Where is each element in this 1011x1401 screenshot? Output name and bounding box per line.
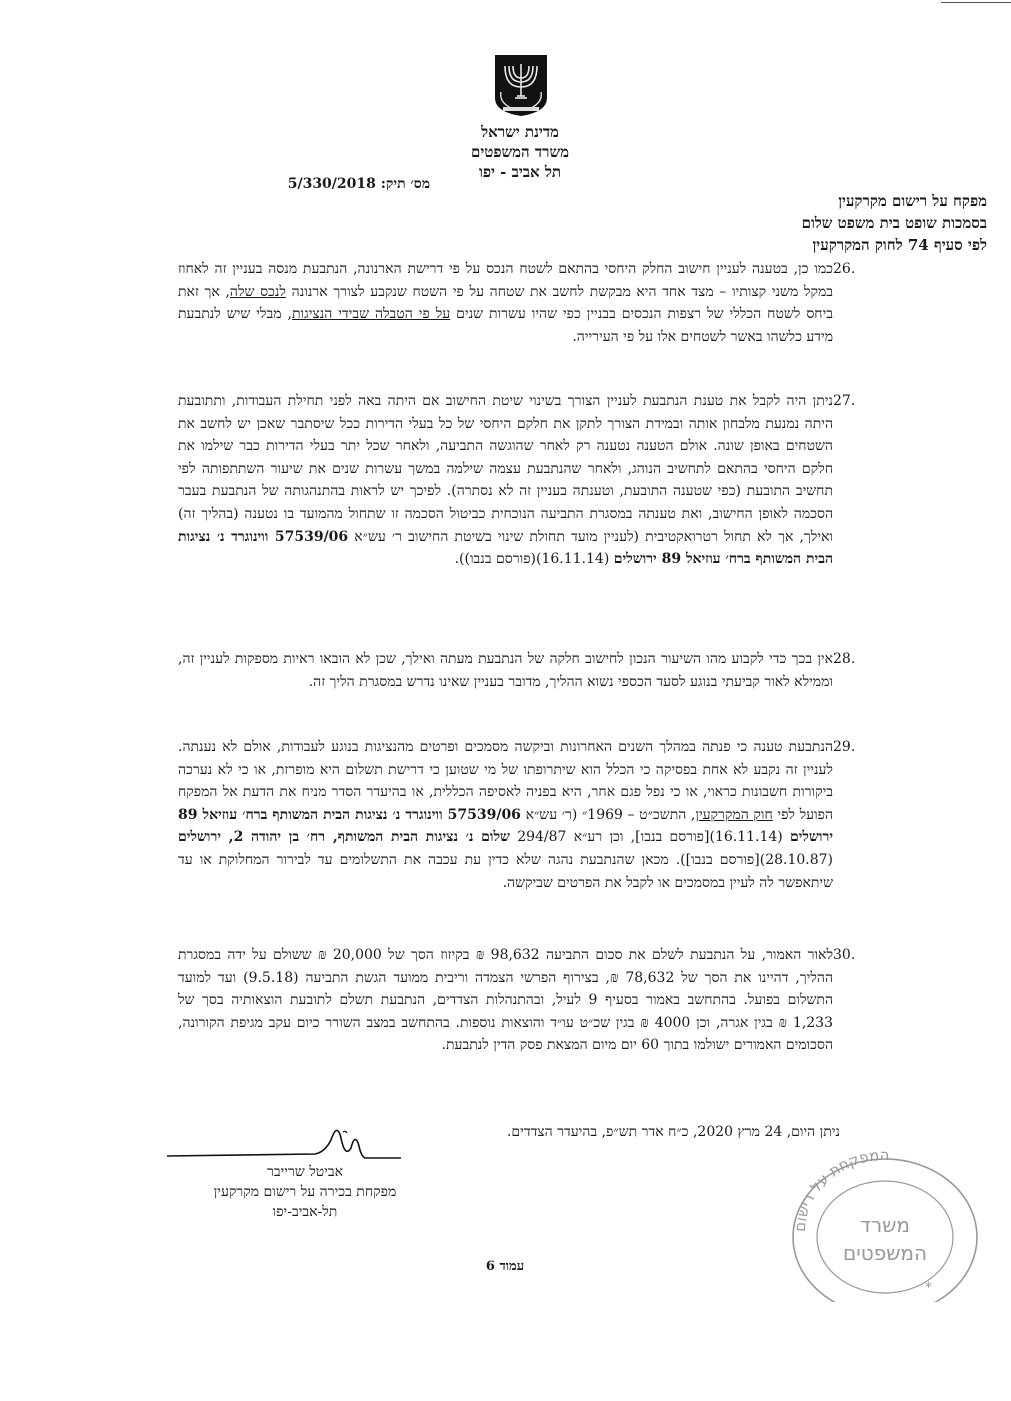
text-segment: (28.10.87)[פורסם בנבו]). מכאן שהנתבעת נהגה שלא כדין עת עכבה את התשלומים עד לבירור המחלוקת או עד שיתאפשר לה לעיין במסמכים או לקבל את הפרטים שביקשה. xyxy=(178,851,833,891)
signatory-title: מפקחת בכירה על רישום מקרקעין xyxy=(213,1184,397,1200)
paragraph-text xyxy=(178,736,833,894)
paragraph-number: 27. xyxy=(833,393,856,409)
text-segment: לאור האמור, על הנתבעת לשלם את סכום התביעה 98,632 ₪ בקיזוז הסך של 20,000 ₪ ששולם על ידה במסגרת ההליך, דהיינו את הסך של 78,632 ₪, בצירוף הפרשי הצמדה וריבית ממועד הגשת התביעה (9.5.18) ועד למועד התשלום בפועל. בהתחשב באמור בסעיף 9 לעיל, ובהתנהלות הצדדים, הנתבעת תשלם לתובעת הוצאותיה בסך של 1,233 ₪ בגין אגרה, וכן 4000 ₪ בגין שכ״ט עו״ד והוצאות נוספות. בהתחשב במצב השורר כיום עקב מגיפת הקורונה, הסכומים האמורים ישולמו בתוך 60 יום מיום המצאת פסק הדין לנתבעת. xyxy=(178,947,834,1054)
handwritten-signature xyxy=(165,1118,405,1166)
state-emblem-menorah-icon xyxy=(491,52,551,118)
file-number-label: מס׳ תיק: xyxy=(380,176,430,192)
text-segment: , אך זאת ביחס לשטח הכללי של רצפות הנכסים בבניין כפי שהיו עשרות שנים xyxy=(178,283,833,323)
underlined-segment: על פי הטבלה שבידי הנציגות xyxy=(291,306,451,323)
authority-line: בסמכות שופט בית משפט שלום xyxy=(801,214,987,232)
header-line: תל אביב - יפו xyxy=(478,163,561,181)
stamp-center-line: משרד xyxy=(860,1213,910,1237)
paragraph-30 xyxy=(178,944,856,1057)
stamp-ring-text: המפקחת על רישום xyxy=(790,1145,890,1233)
authority-header xyxy=(667,190,987,256)
case-citation: 57539/06 ווינוגרד נ׳ נציגות הבית המשותף ברח׳ עוזיאל 89 ירושלים xyxy=(178,806,834,846)
paragraph-number: 29. xyxy=(833,739,856,755)
text-segment: הנתבעת טענה כי פנתה במהלך השנים האחרונות וביקשה מסמכים ופרטים מהנציגות בנוגע לעבודות, אולם לא נענתה. לעניין זה נקבע לא אחת בפסיקה כי הכלל הוא שיתרופתו של מי שטוען כי דרישת תשלום היא מופרזת, או כי לא נערכה ביקורות חשבונות כראוי, או כי נפל פגם אחר, היא בפניה לאסיפה הכללית, או בהיעדר הסדר מניח את הדעת אל המפקח הפועל לפי xyxy=(178,739,834,823)
ruling-date-line: ניתן היום, 24 מרץ 2020, כ״ח אדר תש״פ, בהיעדר הצדדים. xyxy=(506,1124,840,1140)
authority-line: מפקח על רישום מקרקעין xyxy=(838,192,987,210)
header-line: מדינת ישראל xyxy=(481,123,559,141)
paragraph-number: 28. xyxy=(833,651,856,667)
text-segment: ניתן היה לקבל את טענת הנתבעת לעניין הצורך בשינוי שיטת החישוב אם היתה באה לפני תחילת העבודות, ותתובעת היתה נמנעת מלבחון אותה ובמידת הצורך לתקן את חלקם היחסי של כל בעלי הדירות ככל שיסתבר שאכן יש לחשב את השטחים באופן שונה. אולם הטענה נטענה רק לאחר שהוגשה התביעה, ולאחר שכל יתר בעלי הדירות כבר שילמו את חלקם היחסי בהתאם לתחשיב הנוהג, ולאחר שהנתבעת עצמה שילמה במשך עשרות שנים את שיעור השתתפותה לפי תחשיב התובעת (כפי שטענה התובעת, וטענתה בעניין זה לא נסתרה). לפיכך יש לראות בהתנהגותה של הנתבעת בעבר הסכמה לאופן החישוב, ואת טענתה במסגרת התביעה הנוכחית כביטול הסכמה זו שתחול מהמועד בו נטענה (בהליך זה) ואילך, אך לא תחול רטרואקטיבית (לעניין מועד תחולת שינוי בשיטת החישוב ר׳ עש״א xyxy=(178,393,833,545)
signatory-location: תל-אביב-יפו xyxy=(272,1204,338,1220)
text-segment: (16.11.14)[פורסם בנבו], וכן רע״א 294/87 xyxy=(509,829,791,846)
stamp-center-line: המשפטים xyxy=(842,1241,928,1265)
paragraph-number: 30. xyxy=(833,947,856,963)
underlined-segment: לנכס שלה xyxy=(229,283,286,300)
case-citation: שלום נ׳ נציגות הבית המשותף, רח׳ בן יהודה 2, ירושלים xyxy=(178,829,510,846)
paragraph-text xyxy=(178,258,833,348)
authority-line: לפי סעיף 74 לחוק המקרקעין xyxy=(812,236,987,254)
text-segment: (16.11.14)(פורסם בנבו)). xyxy=(454,551,614,568)
svg-text:*: * xyxy=(925,1280,932,1296)
paragraph-number: 26. xyxy=(833,261,856,277)
file-number xyxy=(250,176,430,193)
text-segment: כמו כן, בטענה לעניין חישוב החלק היחסי בהתאם לשטח הנכס על פי דרישת הארנונה, הנתבעת מנסה בעניין זה לאחוז במקל משני קצותיו – מצד אחד היא מבקשת לחשב את שטחה על פי השטח שנקבע לצורך ארנונה xyxy=(178,261,833,300)
page-number: עמוד 6 xyxy=(485,1259,525,1274)
text-segment: אין בכך כדי לקבוע מהו השיעור הנכון לחישוב חלקה של הנתבעת מעתה ואילך, שכן לא הובאו ראיות מספקות לעניין זה, וממילא לאור קביעתי בנוגע לסעד הכספי נשוא ההליך, מדובר בעניין שאינו נדרש במסגרת הליך זה. xyxy=(178,651,833,690)
signature-block xyxy=(180,1162,430,1222)
case-citation: 57539/06 ווינוגרד נ׳ נציגות הבית המשותף ברח׳ עוזיאל 89 ירושלים xyxy=(178,528,833,568)
paragraph-29 xyxy=(178,736,856,894)
signatory-name: אביטל שרייבר xyxy=(266,1164,344,1180)
paragraph-text xyxy=(178,390,833,571)
paragraph-text xyxy=(178,944,833,1057)
paragraph-27 xyxy=(178,390,856,571)
header-line: משרד המשפטים xyxy=(471,143,569,161)
paragraph-text xyxy=(178,648,833,693)
paragraph-26 xyxy=(178,258,856,348)
paragraph-28 xyxy=(178,648,856,693)
top-edge-line xyxy=(941,2,1011,3)
underlined-segment: חוק המקרקעין xyxy=(695,806,773,823)
ministry-header xyxy=(430,122,610,182)
official-stamp xyxy=(775,1132,985,1302)
file-number-value: 5/330/2018 xyxy=(287,176,376,192)
text-segment: , מבלי שיש לנתבעת מידע כלשהו באשר לשטחים אלו על פי העירייה. xyxy=(178,306,833,345)
text-segment: , התשכ״ט – 1969״ (ר׳ עש״א xyxy=(520,806,696,823)
